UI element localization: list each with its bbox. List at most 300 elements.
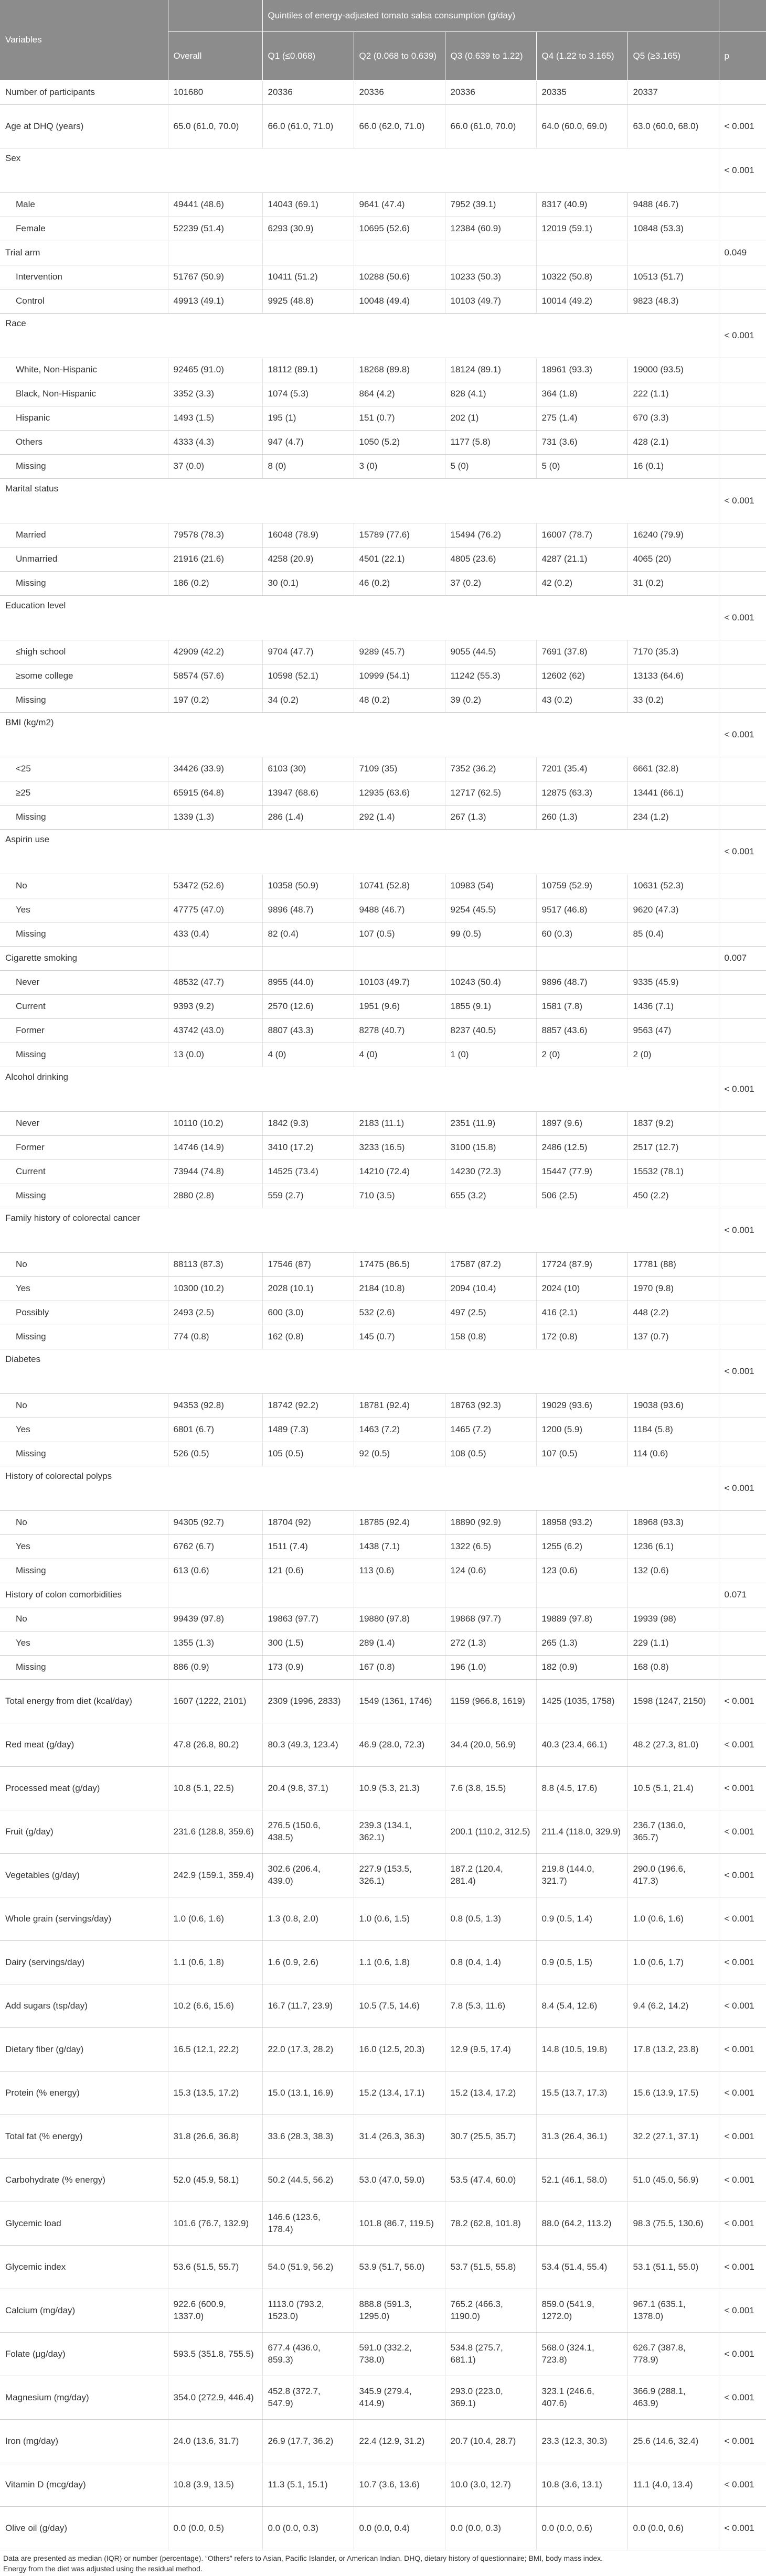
header-blank: [168, 0, 262, 32]
table-row: [0, 1897, 766, 1941]
table-row: [0, 2507, 766, 2550]
q1-cell: 173 (0.9): [262, 1656, 354, 1680]
q3-cell: [445, 241, 536, 265]
q4-cell: 8857 (43.6): [536, 1019, 627, 1043]
q4-cell: 275 (1.4): [536, 406, 627, 431]
q1-cell: 8807 (43.3): [262, 1019, 354, 1043]
p-value-cell: < 0.001: [719, 1767, 766, 1810]
q1-cell: 162 (0.8): [262, 1325, 354, 1349]
row-label-cell: Missing: [0, 1559, 168, 1583]
q4-cell: 1200 (5.9): [536, 1418, 627, 1442]
table-row: [0, 479, 766, 523]
q3-cell: 267 (1.3): [445, 806, 536, 830]
row-label-cell: Total energy from diet (kcal/day): [0, 1680, 168, 1723]
table-row: [0, 971, 766, 995]
header-q1: Q1 (≤0.068): [262, 32, 354, 81]
q5-cell: 236.7 (136.0, 365.7): [627, 1810, 719, 1854]
p-value-cell: [719, 874, 766, 898]
row-label-cell: Never: [0, 971, 168, 995]
row-label-cell: Missing: [0, 1656, 168, 1680]
q1-cell: 8 (0): [262, 455, 354, 479]
table-row: [0, 1810, 766, 1854]
p-value-cell: [719, 217, 766, 241]
q3-cell: 99 (0.5): [445, 922, 536, 947]
q4-cell: 31.3 (26.4, 36.1): [536, 2115, 627, 2159]
p-value-cell: [719, 1656, 766, 1680]
overall-cell: 3352 (3.3): [168, 382, 262, 406]
group-label-cell: History of colorectal polyps: [0, 1466, 719, 1511]
overall-cell: 52.0 (45.9, 58.1): [168, 2159, 262, 2202]
table-row: [0, 81, 766, 105]
overall-cell: 10.8 (5.1, 22.5): [168, 1767, 262, 1810]
table-row: [0, 2420, 766, 2463]
overall-cell: 526 (0.5): [168, 1442, 262, 1466]
q1-cell: 9896 (48.7): [262, 898, 354, 922]
q5-cell: 9335 (45.9): [627, 971, 719, 995]
q5-cell: 7170 (35.3): [627, 640, 719, 664]
q1-cell: 16048 (78.9): [262, 523, 354, 548]
q2-cell: 289 (1.4): [354, 1632, 445, 1656]
overall-cell: 9393 (9.2): [168, 995, 262, 1019]
q4-cell: 20335: [536, 81, 627, 105]
q3-cell: 293.0 (223.0, 369.1): [445, 2376, 536, 2420]
p-value-cell: [719, 382, 766, 406]
q1-cell: 18742 (92.2): [262, 1394, 354, 1418]
q2-cell: 591.0 (332.2, 738.0): [354, 2333, 445, 2376]
q1-cell: 4 (0): [262, 1043, 354, 1067]
q3-cell: 202 (1): [445, 406, 536, 431]
overall-cell: 53.6 (51.5, 55.7): [168, 2246, 262, 2289]
q5-cell: [627, 947, 719, 971]
table-row: [0, 947, 766, 971]
q4-cell: 23.3 (12.3, 30.3): [536, 2420, 627, 2463]
q4-cell: [536, 241, 627, 265]
row-label-cell: Never: [0, 1112, 168, 1136]
overall-cell: 88113 (87.3): [168, 1253, 262, 1277]
overall-cell: 58574 (57.6): [168, 664, 262, 689]
q2-cell: 9488 (46.7): [354, 898, 445, 922]
q2-cell: 2184 (10.8): [354, 1277, 445, 1301]
q2-cell: 48 (0.2): [354, 689, 445, 713]
q4-cell: 7201 (35.4): [536, 757, 627, 781]
row-label-cell: Vegetables (g/day): [0, 1854, 168, 1897]
table-row: [0, 289, 766, 314]
overall-cell: 73944 (74.8): [168, 1160, 262, 1184]
q2-cell: 20336: [354, 81, 445, 105]
q1-cell: 2309 (1996, 2833): [262, 1680, 354, 1723]
p-value-cell: 0.049: [719, 241, 766, 265]
p-value-cell: 0.007: [719, 947, 766, 971]
q3-cell: 3100 (15.8): [445, 1136, 536, 1160]
overall-cell: 31.8 (26.6, 36.8): [168, 2115, 262, 2159]
header-q2: Q2 (0.068 to 0.639): [354, 32, 445, 81]
q2-cell: 345.9 (279.4, 414.9): [354, 2376, 445, 2420]
overall-cell: 922.6 (600.9, 1337.0): [168, 2289, 262, 2333]
p-value-cell: < 0.001: [719, 105, 766, 148]
q1-cell: 20.4 (9.8, 37.1): [262, 1767, 354, 1810]
q2-cell: 14210 (72.4): [354, 1160, 445, 1184]
overall-cell: 15.3 (13.5, 17.2): [168, 2071, 262, 2115]
q4-cell: 10.8 (3.6, 13.1): [536, 2463, 627, 2507]
q4-cell: 123 (0.6): [536, 1559, 627, 1583]
q2-cell: 532 (2.6): [354, 1301, 445, 1325]
q2-cell: 16.0 (12.5, 20.3): [354, 2028, 445, 2071]
overall-cell: 6801 (6.7): [168, 1418, 262, 1442]
table-row: [0, 406, 766, 431]
p-value-cell: [719, 289, 766, 314]
row-label-cell: Missing: [0, 689, 168, 713]
q3-cell: 39 (0.2): [445, 689, 536, 713]
group-label-cell: Alcohol drinking: [0, 1067, 719, 1112]
q2-cell: 15.2 (13.4, 17.1): [354, 2071, 445, 2115]
q1-cell: [262, 241, 354, 265]
p-value-cell: [719, 1277, 766, 1301]
p-value-cell: < 0.001: [719, 1810, 766, 1854]
q3-cell: 4805 (23.6): [445, 548, 536, 572]
q4-cell: 43 (0.2): [536, 689, 627, 713]
q4-cell: 4287 (21.1): [536, 548, 627, 572]
q2-cell: 18781 (92.4): [354, 1394, 445, 1418]
q1-cell: 10411 (51.2): [262, 265, 354, 289]
q4-cell: 15.5 (13.7, 17.3): [536, 2071, 627, 2115]
q1-cell: [262, 1583, 354, 1607]
q2-cell: 1050 (5.2): [354, 431, 445, 455]
q3-cell: 12717 (62.5): [445, 781, 536, 806]
q4-cell: 1897 (9.6): [536, 1112, 627, 1136]
q5-cell: 168 (0.8): [627, 1656, 719, 1680]
q3-cell: 497 (2.5): [445, 1301, 536, 1325]
q3-cell: 7.6 (3.8, 15.5): [445, 1767, 536, 1810]
header-variables: Variables: [0, 0, 168, 81]
q5-cell: 1970 (9.8): [627, 1277, 719, 1301]
q3-cell: 53.5 (47.4, 60.0): [445, 2159, 536, 2202]
q3-cell: 655 (3.2): [445, 1184, 536, 1208]
overall-cell: 65.0 (61.0, 70.0): [168, 105, 262, 148]
p-value-cell: [719, 1184, 766, 1208]
table-row: [0, 1136, 766, 1160]
p-value-cell: [719, 1253, 766, 1277]
p-value-cell: < 0.001: [719, 2159, 766, 2202]
p-value-cell: < 0.001: [719, 1897, 766, 1941]
q2-cell: 864 (4.2): [354, 382, 445, 406]
q4-cell: 0.9 (0.5, 1.4): [536, 1897, 627, 1941]
p-value-cell: [719, 781, 766, 806]
overall-cell: 42909 (42.2): [168, 640, 262, 664]
row-label-cell: Missing: [0, 1043, 168, 1067]
p-value-cell: [719, 358, 766, 382]
row-label-cell: ≥some college: [0, 664, 168, 689]
p-value-cell: < 0.001: [719, 1723, 766, 1767]
q1-cell: 1.3 (0.8, 2.0): [262, 1897, 354, 1941]
q2-cell: 227.9 (153.5, 326.1): [354, 1854, 445, 1897]
p-value-cell: [719, 1325, 766, 1349]
q4-cell: [536, 947, 627, 971]
q5-cell: 1184 (5.8): [627, 1418, 719, 1442]
p-value-cell: [719, 1112, 766, 1136]
q4-cell: 8.4 (5.4, 12.6): [536, 1984, 627, 2028]
p-value-cell: < 0.001: [719, 314, 766, 358]
q5-cell: 0.0 (0.0, 0.6): [627, 2507, 719, 2550]
q5-cell: 448 (2.2): [627, 1301, 719, 1325]
table-row: [0, 1767, 766, 1810]
row-label-cell: Cigarette smoking: [0, 947, 168, 971]
row-label-cell: Fruit (g/day): [0, 1810, 168, 1854]
q4-cell: 52.1 (46.1, 58.0): [536, 2159, 627, 2202]
row-label-cell: Missing: [0, 1442, 168, 1466]
p-value-cell: < 0.001: [719, 2202, 766, 2246]
q2-cell: 10.9 (5.3, 21.3): [354, 1767, 445, 1810]
q5-cell: 428 (2.1): [627, 431, 719, 455]
p-value-cell: < 0.001: [719, 2289, 766, 2333]
q3-cell: 15.2 (13.4, 17.2): [445, 2071, 536, 2115]
q4-cell: 1581 (7.8): [536, 995, 627, 1019]
table-row: [0, 640, 766, 664]
q1-cell: 1489 (7.3): [262, 1418, 354, 1442]
q4-cell: 2486 (12.5): [536, 1136, 627, 1160]
overall-cell: 6762 (6.7): [168, 1535, 262, 1559]
row-label-cell: Missing: [0, 806, 168, 830]
q4-cell: 568.0 (324.1, 723.8): [536, 2333, 627, 2376]
q1-cell: [262, 947, 354, 971]
q2-cell: 3 (0): [354, 455, 445, 479]
q2-cell: 1549 (1361, 1746): [354, 1680, 445, 1723]
p-value-cell: [719, 1535, 766, 1559]
table-row: [0, 241, 766, 265]
q5-cell: 967.1 (635.1, 1378.0): [627, 2289, 719, 2333]
table-row: [0, 664, 766, 689]
q1-cell: 82 (0.4): [262, 922, 354, 947]
table-row: [0, 2376, 766, 2420]
table-row: [0, 2463, 766, 2507]
q4-cell: 219.8 (144.0, 321.7): [536, 1854, 627, 1897]
q2-cell: 17475 (86.5): [354, 1253, 445, 1277]
q1-cell: 1113.0 (793.2, 1523.0): [262, 2289, 354, 2333]
q2-cell: 31.4 (26.3, 36.3): [354, 2115, 445, 2159]
table-row: [0, 1854, 766, 1897]
table-header: [0, 0, 766, 81]
q3-cell: 828 (4.1): [445, 382, 536, 406]
header-blank-p: [719, 0, 766, 32]
q5-cell: 670 (3.3): [627, 406, 719, 431]
table-row: [0, 2071, 766, 2115]
q1-cell: 6103 (30): [262, 757, 354, 781]
row-label-cell: Olive oil (g/day): [0, 2507, 168, 2550]
q2-cell: 239.3 (134.1, 362.1): [354, 1810, 445, 1854]
q5-cell: 31 (0.2): [627, 572, 719, 596]
overall-cell: 886 (0.9): [168, 1656, 262, 1680]
q2-cell: 22.4 (12.9, 31.2): [354, 2420, 445, 2463]
q5-cell: 19939 (98): [627, 1607, 719, 1632]
overall-cell: 52239 (51.4): [168, 217, 262, 241]
q2-cell: 10741 (52.8): [354, 874, 445, 898]
q2-cell: 101.8 (86.7, 119.5): [354, 2202, 445, 2246]
q5-cell: 16 (0.1): [627, 455, 719, 479]
row-label-cell: Yes: [0, 1632, 168, 1656]
q1-cell: 10598 (52.1): [262, 664, 354, 689]
p-value-cell: [719, 971, 766, 995]
row-label-cell: Total fat (% energy): [0, 2115, 168, 2159]
group-label-cell: Diabetes: [0, 1349, 719, 1394]
q2-cell: 113 (0.6): [354, 1559, 445, 1583]
row-label-cell: No: [0, 1394, 168, 1418]
row-label-cell: No: [0, 874, 168, 898]
q4-cell: 0.0 (0.0, 0.6): [536, 2507, 627, 2550]
q3-cell: 534.8 (275.7, 681.1): [445, 2333, 536, 2376]
p-value-cell: [719, 806, 766, 830]
p-value-cell: < 0.001: [719, 2420, 766, 2463]
overall-cell: 16.5 (12.1, 22.2): [168, 2028, 262, 2071]
header-q3: Q3 (0.639 to 1.22): [445, 32, 536, 81]
row-label-cell: Folate (μg/day): [0, 2333, 168, 2376]
overall-cell: [168, 947, 262, 971]
q1-cell: 105 (0.5): [262, 1442, 354, 1466]
table-row: [0, 455, 766, 479]
row-label-cell: ≥25: [0, 781, 168, 806]
table-row: [0, 314, 766, 358]
q4-cell: 18958 (93.2): [536, 1511, 627, 1535]
p-value-cell: [719, 1418, 766, 1442]
q5-cell: 1.0 (0.6, 1.7): [627, 1941, 719, 1984]
q1-cell: 1842 (9.3): [262, 1112, 354, 1136]
header-quintile-group: Quintiles of energy-adjusted tomato salsa consumption (g/day): [262, 0, 719, 32]
table-row: [0, 382, 766, 406]
p-value-cell: 0.071: [719, 1583, 766, 1607]
overall-cell: 49913 (49.1): [168, 289, 262, 314]
group-label-cell: Family history of colorectal cancer: [0, 1208, 719, 1253]
q2-cell: 292 (1.4): [354, 806, 445, 830]
overall-cell: 49441 (48.6): [168, 193, 262, 217]
overall-cell: 774 (0.8): [168, 1325, 262, 1349]
q5-cell: 9.4 (6.2, 14.2): [627, 1984, 719, 2028]
row-label-cell: Married: [0, 523, 168, 548]
p-value-cell: < 0.001: [719, 713, 766, 757]
table-row: [0, 1019, 766, 1043]
q3-cell: 1159 (966.8, 1619): [445, 1680, 536, 1723]
q3-cell: 9055 (44.5): [445, 640, 536, 664]
overall-cell: 10.8 (3.9, 13.5): [168, 2463, 262, 2507]
overall-cell: 1.1 (0.6, 1.8): [168, 1941, 262, 1984]
q3-cell: 30.7 (25.5, 35.7): [445, 2115, 536, 2159]
q4-cell: 211.4 (118.0, 329.9): [536, 1810, 627, 1854]
q1-cell: 26.9 (17.7, 36.2): [262, 2420, 354, 2463]
group-label-cell: Education level: [0, 596, 719, 640]
group-label-cell: Sex: [0, 148, 719, 193]
q3-cell: 10233 (50.3): [445, 265, 536, 289]
table-row: [0, 1277, 766, 1301]
row-label-cell: Missing: [0, 922, 168, 947]
q3-cell: 14230 (72.3): [445, 1160, 536, 1184]
q1-cell: 80.3 (49.3, 123.4): [262, 1723, 354, 1767]
p-value-cell: < 0.001: [719, 1854, 766, 1897]
q3-cell: 2351 (11.9): [445, 1112, 536, 1136]
overall-cell: 79578 (78.3): [168, 523, 262, 548]
p-value-cell: [719, 664, 766, 689]
q2-cell: 10288 (50.6): [354, 265, 445, 289]
p-value-cell: [719, 1559, 766, 1583]
q1-cell: 16.7 (11.7, 23.9): [262, 1984, 354, 2028]
q2-cell: 18785 (92.4): [354, 1511, 445, 1535]
p-value-cell: < 0.001: [719, 2507, 766, 2550]
q2-cell: 92 (0.5): [354, 1442, 445, 1466]
q1-cell: 195 (1): [262, 406, 354, 431]
q5-cell: 2517 (12.7): [627, 1136, 719, 1160]
q5-cell: 15532 (78.1): [627, 1160, 719, 1184]
p-value-cell: [719, 1160, 766, 1184]
table-row: [0, 523, 766, 548]
table-row: [0, 148, 766, 193]
q3-cell: 34.4 (20.0, 56.9): [445, 1723, 536, 1767]
q2-cell: 12935 (63.6): [354, 781, 445, 806]
q4-cell: 10014 (49.2): [536, 289, 627, 314]
q5-cell: 25.6 (14.6, 32.4): [627, 2420, 719, 2463]
p-value-cell: < 0.001: [719, 1208, 766, 1253]
q1-cell: 9704 (47.7): [262, 640, 354, 664]
q5-cell: 32.2 (27.1, 37.1): [627, 2115, 719, 2159]
p-value-cell: < 0.001: [719, 1067, 766, 1112]
row-label-cell: Intervention: [0, 265, 168, 289]
p-value-cell: [719, 523, 766, 548]
table-row: [0, 2028, 766, 2071]
q3-cell: 10.0 (3.0, 12.7): [445, 2463, 536, 2507]
p-value-cell: < 0.001: [719, 479, 766, 523]
table-row: [0, 1535, 766, 1559]
row-label-cell: Yes: [0, 898, 168, 922]
q5-cell: 48.2 (27.3, 81.0): [627, 1723, 719, 1767]
q1-cell: 3410 (17.2): [262, 1136, 354, 1160]
table-row: [0, 2333, 766, 2376]
q2-cell: 15789 (77.6): [354, 523, 445, 548]
q1-cell: 10358 (50.9): [262, 874, 354, 898]
overall-cell: 433 (0.4): [168, 922, 262, 947]
q3-cell: 10243 (50.4): [445, 971, 536, 995]
table-row: [0, 1607, 766, 1632]
q3-cell: 272 (1.3): [445, 1632, 536, 1656]
q2-cell: 53.9 (51.7, 56.0): [354, 2246, 445, 2289]
row-label-cell: Black, Non-Hispanic: [0, 382, 168, 406]
q5-cell: 450 (2.2): [627, 1184, 719, 1208]
q4-cell: 19029 (93.6): [536, 1394, 627, 1418]
p-value-cell: [719, 455, 766, 479]
table-row: [0, 757, 766, 781]
q2-cell: 18268 (89.8): [354, 358, 445, 382]
q3-cell: 10103 (49.7): [445, 289, 536, 314]
q5-cell: 10848 (53.3): [627, 217, 719, 241]
q5-cell: 85 (0.4): [627, 922, 719, 947]
q1-cell: 9925 (48.8): [262, 289, 354, 314]
table-row: [0, 1043, 766, 1067]
q2-cell: 2183 (11.1): [354, 1112, 445, 1136]
q4-cell: 1255 (6.2): [536, 1535, 627, 1559]
overall-cell: 197 (0.2): [168, 689, 262, 713]
q2-cell: 888.8 (591.3, 1295.0): [354, 2289, 445, 2333]
q3-cell: 9254 (45.5): [445, 898, 536, 922]
table-row: [0, 830, 766, 874]
q5-cell: 132 (0.6): [627, 1559, 719, 1583]
p-value-cell: [719, 1136, 766, 1160]
p-value-cell: < 0.001: [719, 1941, 766, 1984]
p-value-cell: < 0.001: [719, 1349, 766, 1394]
q3-cell: 20336: [445, 81, 536, 105]
q2-cell: 46 (0.2): [354, 572, 445, 596]
row-label-cell: Glycemic load: [0, 2202, 168, 2246]
table-row: [0, 1253, 766, 1277]
table-row: [0, 1583, 766, 1607]
table-row: [0, 1984, 766, 2028]
row-label-cell: No: [0, 1607, 168, 1632]
overall-cell: 53472 (52.6): [168, 874, 262, 898]
q1-cell: 14525 (73.4): [262, 1160, 354, 1184]
table-row: [0, 1418, 766, 1442]
